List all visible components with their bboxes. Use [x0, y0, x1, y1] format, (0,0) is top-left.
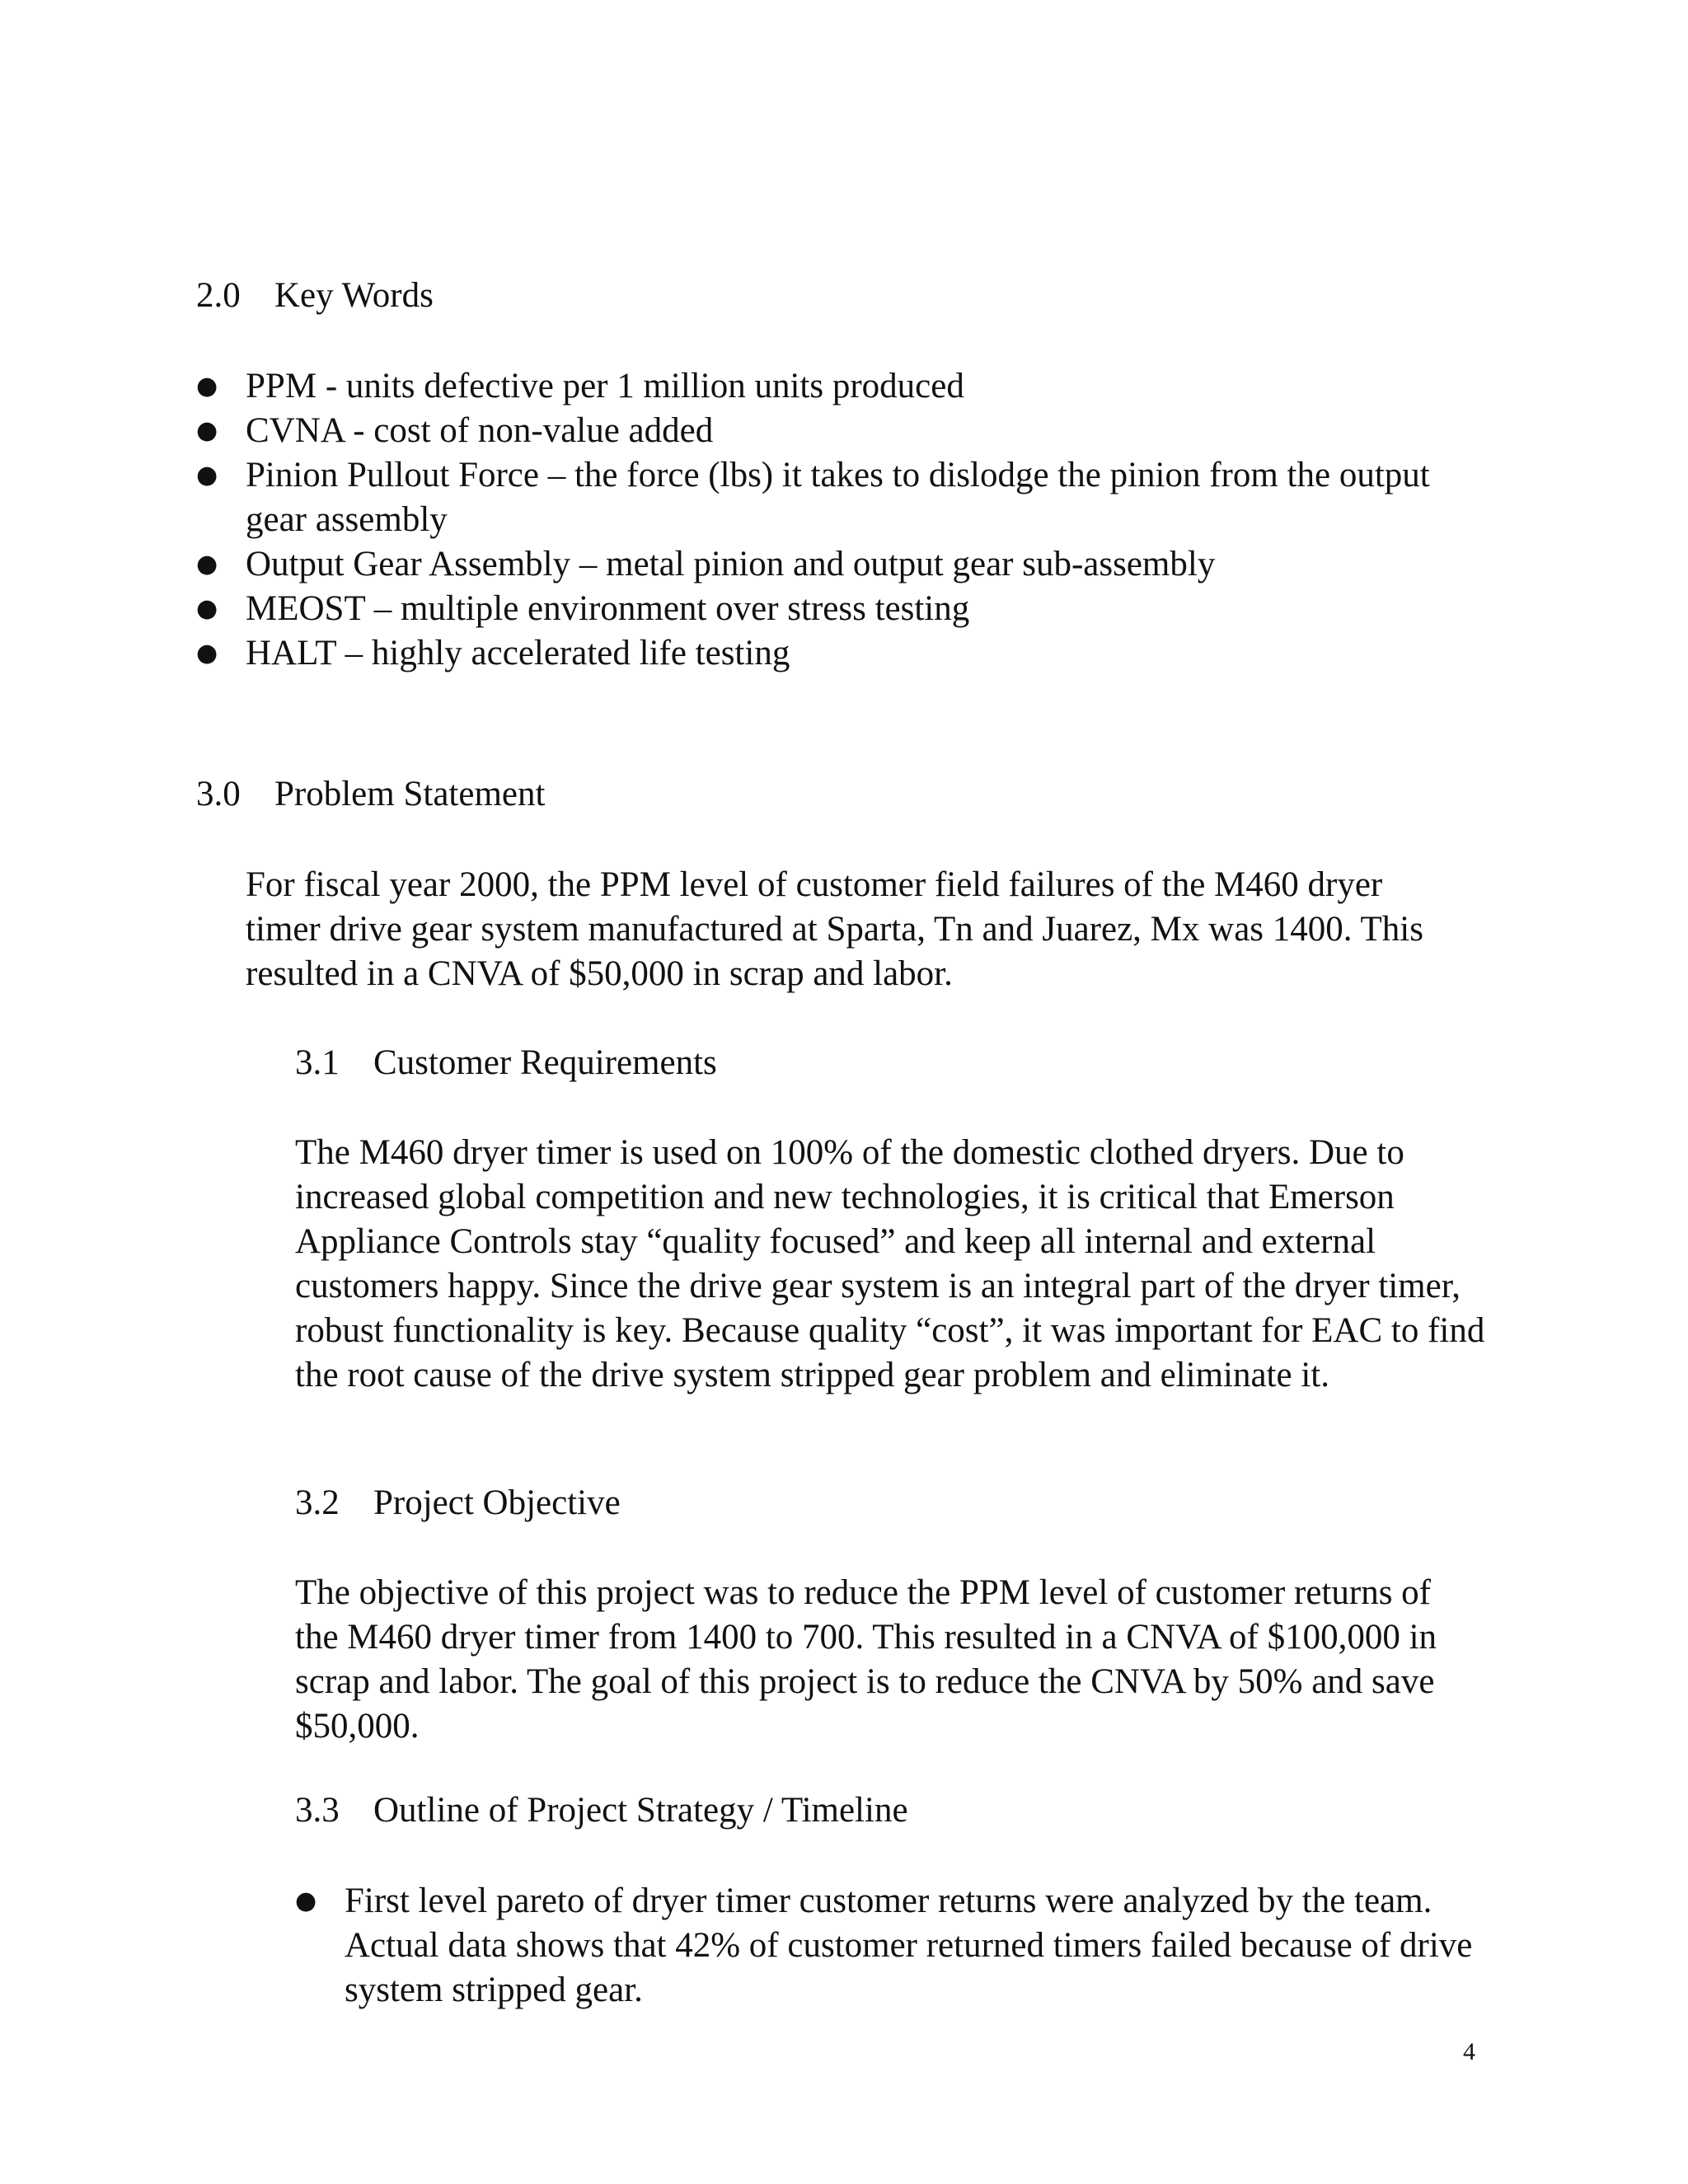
- section-number: 3.1: [295, 1043, 340, 1082]
- list-item-text: PPM - units defective per 1 million units produced: [246, 367, 964, 405]
- section-title: Outline of Project Strategy / Timeline: [373, 1791, 908, 1830]
- problem-statement-paragraph: For fiscal year 2000, the PPM level of customer field failures of the M460 dryer timer drive gear system manufactured at Sparta, Tn and Juarez, Mx was 1400. This resulted in a CNVA of $50,000 in scrap and labor.: [246, 865, 1423, 993]
- list-item: [196, 364, 1482, 409]
- section-number: 3.2: [295, 1483, 340, 1522]
- bullet-icon: ●: [196, 461, 218, 490]
- bullet-icon: ●: [196, 372, 218, 401]
- key-words-list: [196, 364, 1482, 676]
- list-item-text: Pinion Pullout Force – the force (lbs) it takes to dislodge the pinion from the output gear assembly: [246, 456, 1430, 539]
- list-item: [196, 587, 1482, 631]
- bullet-icon: ●: [196, 550, 218, 579]
- list-item-text: Output Gear Assembly – metal pinion and output gear sub-assembly: [246, 545, 1216, 583]
- section-title: Key Words: [274, 276, 434, 315]
- list-item-text: First level pareto of dryer timer customer returns were analyzed by the team. Actual data shows that 42% of customer returned timers failed because of drive system stripped gear.: [345, 1882, 1473, 2009]
- page-number: 4: [1463, 2038, 1475, 2065]
- section-heading-3-1: [295, 1041, 717, 1085]
- section-heading-2-0: [196, 274, 434, 318]
- section-title: Customer Requirements: [373, 1043, 717, 1082]
- list-item: [295, 1879, 1474, 2013]
- list-item: [196, 542, 1482, 587]
- customer-requirements-paragraph: The M460 dryer timer is used on 100% of the domestic clothed dryers. Due to increased global competition and new technologies, it is critical that Emerson Appliance Controls stay “quality focused” and keep all internal and external customers happy. Since the drive gear system is an integral part of the dryer timer, robust functionality is key. Because quality “cost”, it was important for EAC to find the root cause of the drive system stripped gear problem and eliminate it.: [295, 1133, 1485, 1394]
- section-heading-3-3: [295, 1788, 908, 1833]
- section-heading-3-2: [295, 1481, 621, 1526]
- list-item-text: MEOST – multiple environment over stress testing: [246, 589, 970, 628]
- list-item-text: CVNA - cost of non-value added: [246, 411, 714, 450]
- bullet-icon: ●: [295, 1886, 317, 1915]
- section-title: Project Objective: [373, 1483, 621, 1522]
- strategy-list: [295, 1879, 1474, 2013]
- section-number: 2.0: [196, 276, 241, 315]
- bullet-icon: ●: [196, 639, 218, 668]
- project-objective-paragraph: The objective of this project was to reduce the PPM level of customer returns of the M460 dryer timer from 1400 to 700. This resulted in a CNVA of $100,000 in scrap and labor. The goal of this project is to reduce the CNVA by 50% and save $50,000.: [295, 1573, 1437, 1746]
- list-item: [196, 453, 1482, 542]
- bullet-icon: ●: [196, 594, 218, 623]
- list-item: [196, 631, 1482, 676]
- list-item: [196, 409, 1482, 453]
- section-number: 3.0: [196, 775, 241, 813]
- section-heading-3-0: [196, 772, 545, 817]
- section-number: 3.3: [295, 1791, 340, 1830]
- bullet-icon: ●: [196, 416, 218, 445]
- section-title: Problem Statement: [274, 775, 546, 813]
- list-item-text: HALT – highly accelerated life testing: [246, 634, 790, 673]
